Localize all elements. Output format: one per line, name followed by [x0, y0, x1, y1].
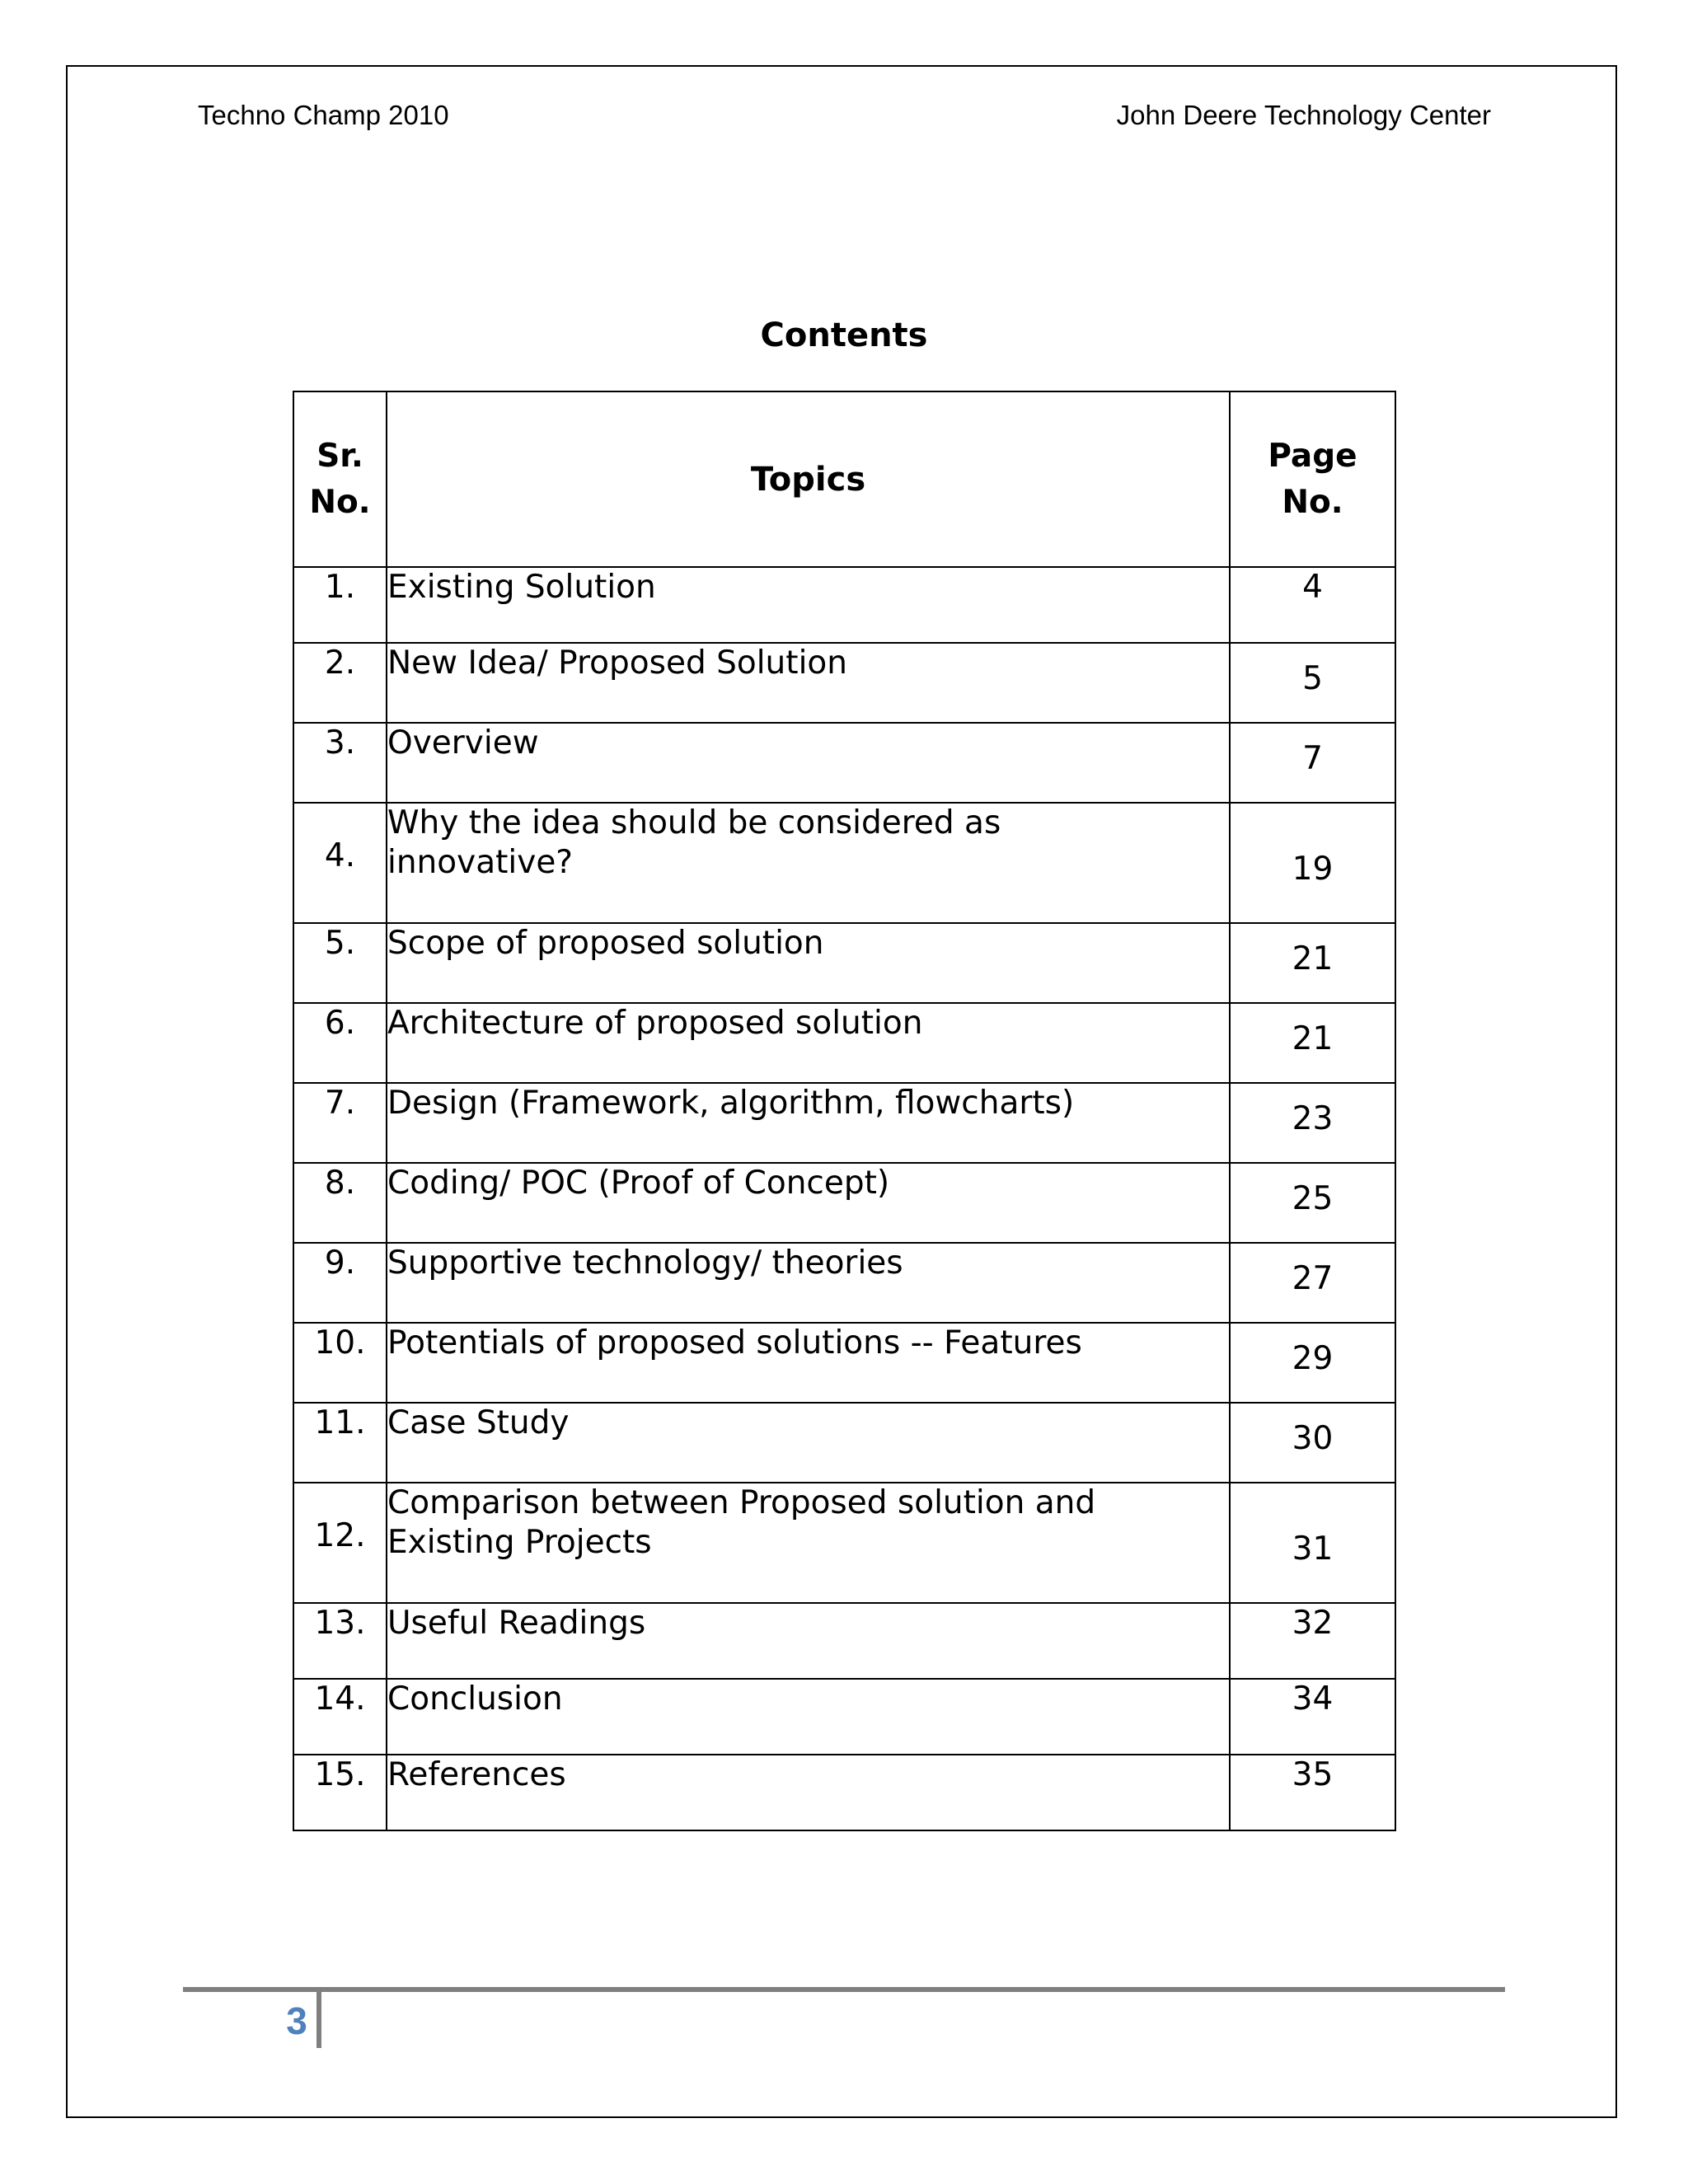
table-header-row: [293, 391, 1395, 567]
table-row: [293, 1003, 1395, 1083]
row-topic: New Idea/ Proposed Solution: [387, 643, 1230, 723]
row-topic: Supportive technology/ theories: [387, 1243, 1230, 1323]
row-topic: Overview: [387, 723, 1230, 803]
row-page-no: 34: [1230, 1679, 1395, 1755]
column-header-sr-line2: No.: [309, 483, 371, 521]
column-header-page-line1: Page: [1268, 437, 1357, 475]
row-sr-no: 11.: [293, 1403, 387, 1483]
row-topic: Case Study: [387, 1403, 1230, 1483]
row-page-no: 19: [1230, 803, 1395, 923]
column-header-topics: [387, 391, 1230, 567]
row-sr-no: 3.: [293, 723, 387, 803]
row-sr-no: 5.: [293, 923, 387, 1003]
row-page-no: 23: [1230, 1083, 1395, 1163]
row-topic: Conclusion: [387, 1679, 1230, 1755]
row-page-no: 29: [1230, 1323, 1395, 1403]
contents-table: [293, 391, 1396, 1831]
row-topic: Useful Readings: [387, 1603, 1230, 1679]
row-page-no: 32: [1230, 1603, 1395, 1679]
table-row: [293, 1163, 1395, 1243]
table-row: [293, 1403, 1395, 1483]
table-row: [293, 1679, 1395, 1755]
header-right-text: John Deere Technology Center: [1116, 100, 1491, 130]
table-row: [293, 1483, 1395, 1603]
table-row: [293, 1243, 1395, 1323]
contents-title: Contents: [760, 316, 928, 354]
table-row: [293, 643, 1395, 723]
row-sr-no: 9.: [293, 1243, 387, 1323]
table-row: [293, 1603, 1395, 1679]
row-page-no: 4: [1230, 567, 1395, 643]
row-sr-no: 10.: [293, 1323, 387, 1403]
row-topic: References: [387, 1755, 1230, 1830]
row-sr-no: 14.: [293, 1679, 387, 1755]
row-page-no: 7: [1230, 723, 1395, 803]
column-header-page-no: [1230, 391, 1395, 567]
column-header-sr-line1: Sr.: [316, 437, 363, 475]
table-row: [293, 1083, 1395, 1163]
row-sr-no: 15.: [293, 1755, 387, 1830]
row-topic: Scope of proposed solution: [387, 923, 1230, 1003]
footer-rule: [183, 1987, 1505, 1992]
row-topic-line2: Existing Projects: [387, 1524, 652, 1561]
row-page-no: 25: [1230, 1163, 1395, 1243]
row-page-no: 35: [1230, 1755, 1395, 1830]
column-header-sr-no: [293, 391, 387, 567]
row-page-no: 31: [1230, 1483, 1395, 1603]
table-row: [293, 567, 1395, 643]
row-page-no: 27: [1230, 1243, 1395, 1323]
table-row: [293, 803, 1395, 923]
header-left-text: Techno Champ 2010: [198, 100, 449, 130]
row-sr-no: 6.: [293, 1003, 387, 1083]
row-page-no: 5: [1230, 643, 1395, 723]
row-topic: Existing Solution: [387, 567, 1230, 643]
row-topic: [387, 803, 1230, 923]
row-page-no: 21: [1230, 923, 1395, 1003]
row-topic: [387, 1483, 1230, 1603]
footer-divider-tick: [316, 1987, 321, 2048]
page-number: 3: [286, 1999, 307, 2042]
row-topic: Coding/ POC (Proof of Concept): [387, 1163, 1230, 1243]
row-page-no: 21: [1230, 1003, 1395, 1083]
table-row: [293, 923, 1395, 1003]
row-sr-no: 12.: [293, 1483, 387, 1603]
row-sr-no: 2.: [293, 643, 387, 723]
row-topic: Design (Framework, algorithm, flowcharts): [387, 1083, 1230, 1163]
row-sr-no: 7.: [293, 1083, 387, 1163]
row-topic: Potentials of proposed solutions -- Features: [387, 1323, 1230, 1403]
row-sr-no: 1.: [293, 567, 387, 643]
row-topic-line1: Why the idea should be considered as: [387, 804, 1001, 841]
row-page-no: 30: [1230, 1403, 1395, 1483]
row-sr-no: 13.: [293, 1603, 387, 1679]
row-sr-no: 4.: [293, 803, 387, 923]
row-sr-no: 8.: [293, 1163, 387, 1243]
column-header-page-line2: No.: [1282, 483, 1343, 521]
row-topic-line2: innovative?: [387, 844, 574, 881]
row-topic: Architecture of proposed solution: [387, 1003, 1230, 1083]
table-row: [293, 1323, 1395, 1403]
row-topic-line1: Comparison between Proposed solution and: [387, 1484, 1096, 1521]
column-header-topics-label: Topics: [750, 460, 866, 499]
table-row: [293, 723, 1395, 803]
table-row: [293, 1755, 1395, 1830]
